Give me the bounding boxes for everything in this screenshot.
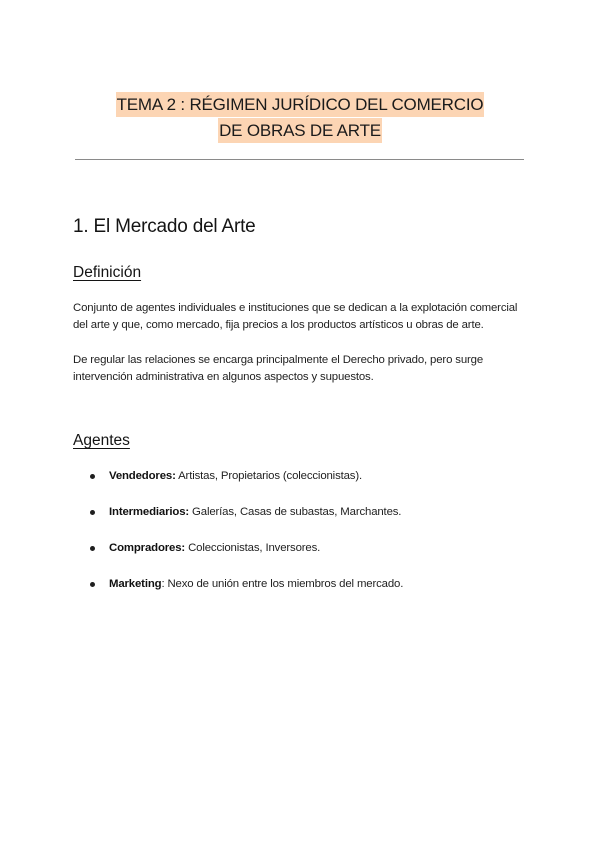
bullet-icon	[90, 474, 95, 479]
agent-term: Marketing	[109, 578, 162, 590]
agent-description: Galerías, Casas de subastas, Marchantes.	[189, 506, 402, 518]
agent-term: Compradores:	[109, 542, 186, 554]
horizontal-divider	[75, 159, 524, 160]
list-item	[90, 504, 403, 540]
document-title	[0, 92, 600, 144]
agentes-heading: Agentes	[73, 432, 130, 449]
title-line-1: TEMA 2 : RÉGIMEN JURÍDICO DEL COMERCIO	[116, 92, 485, 117]
list-item	[90, 540, 403, 576]
list-item	[90, 468, 403, 504]
agent-description: : Nexo de unión entre los miembros del mercado.	[161, 578, 404, 590]
agentes-list	[90, 468, 403, 612]
bullet-icon	[90, 582, 95, 587]
definicion-heading: Definición	[73, 264, 142, 281]
definicion-paragraph-1: Conjunto de agentes individuales e instituciones que se dedican a la explotación comercial del arte y que, como mercado, fija precios a los productos artísticos u obras de arte.	[73, 302, 518, 331]
section-heading: 1. El Mercado del Arte	[73, 216, 256, 237]
definicion-paragraph-2: De regular las relaciones se encarga principalmente el Derecho privado, pero surge intervención administrativa en algunos aspectos y supuestos.	[73, 354, 484, 383]
bullet-icon	[90, 510, 95, 515]
agent-term: Intermediarios:	[109, 506, 190, 518]
agent-description: Coleccionistas, Inversores.	[185, 542, 321, 554]
title-line-2: DE OBRAS DE ARTE	[218, 118, 382, 143]
agent-term: Vendedores:	[109, 470, 176, 482]
list-item	[90, 576, 403, 612]
bullet-icon	[90, 546, 95, 551]
agent-description: Artistas, Propietarios (coleccionistas).	[175, 470, 363, 482]
